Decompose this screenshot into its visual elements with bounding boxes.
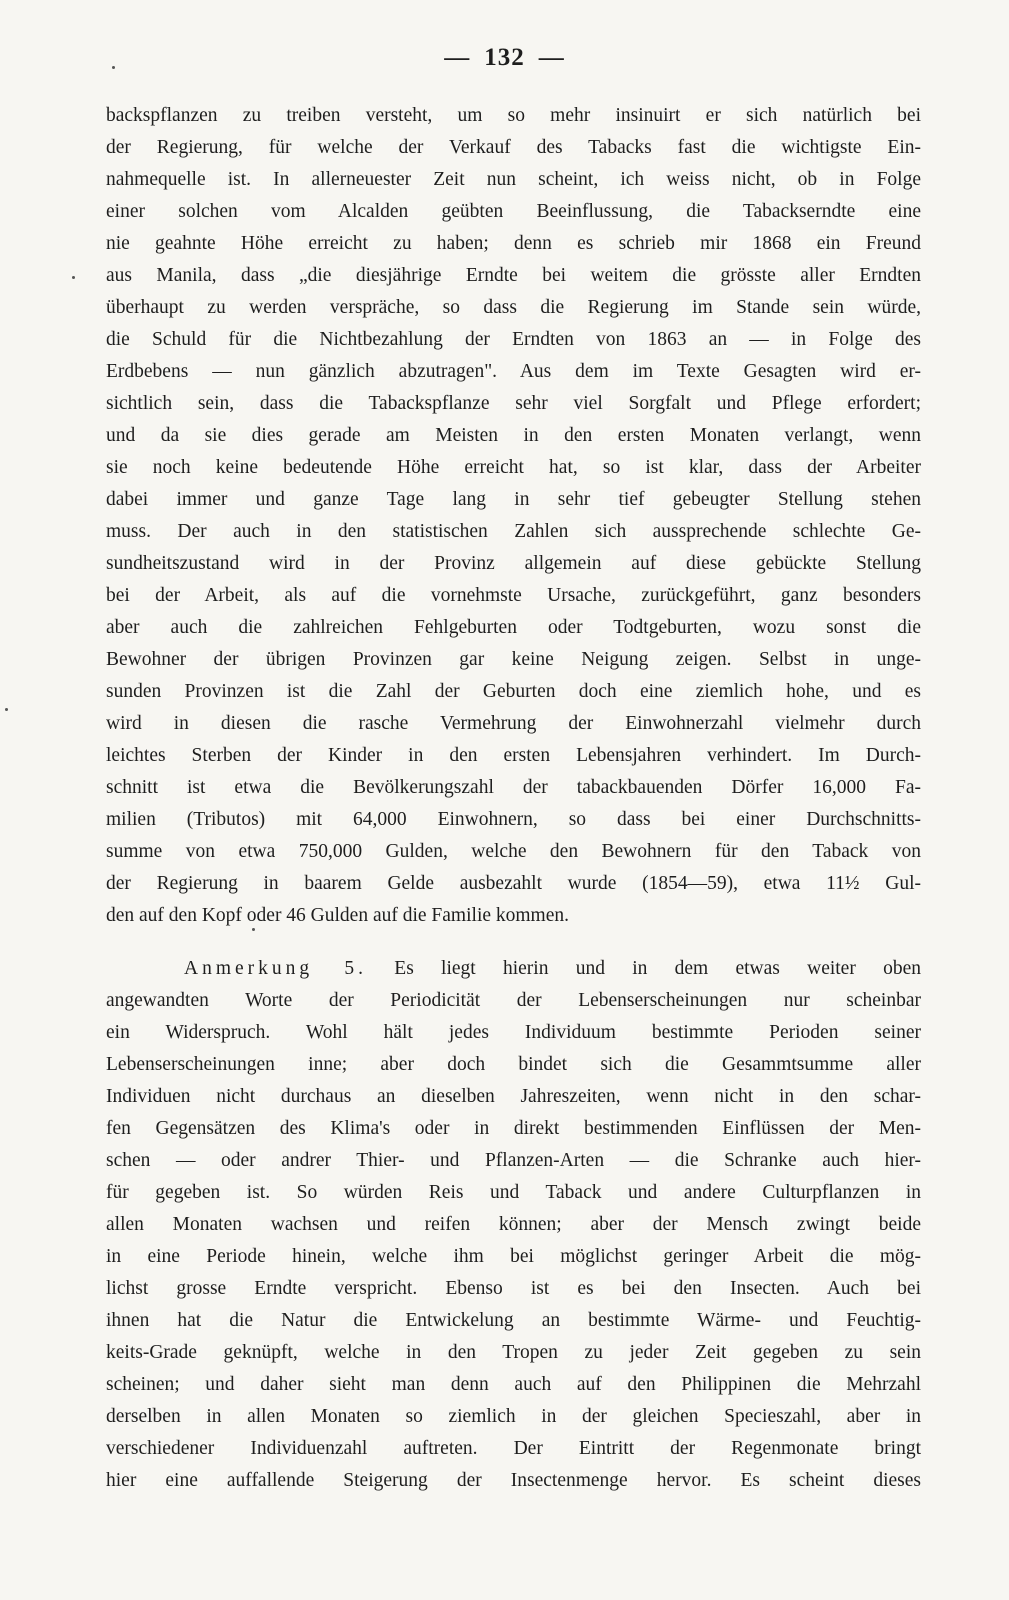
text-line: sundheitszustand wird in der Provinz allgemein auf diese gebückte Stellung [106,553,921,574]
text-line: ein Widerspruch. Wohl hält jedes Individuum bestimmte Perioden seiner [106,1022,921,1043]
text-line: verschiedener Individuenzahl auftreten. Der Eintritt der Regenmonate bringt [106,1438,921,1459]
text-line: aus Manila, dass „die diesjährige Erndte bei weitem die grösste aller Erndten [106,265,921,286]
text-line: hier eine auffallende Steigerung der Insectenmenge hervor. Es scheint dieses [106,1470,921,1491]
text-line: schen — oder andrer Thier- und Pflanzen-Arten — die Schranke auch hier- [106,1150,921,1171]
text-line: derselben in allen Monaten so ziemlich in der gleichen Specieszahl, aber in [106,1406,921,1427]
text-line [184,953,921,985]
text-line: einer solchen vom Alcalden geübten Beeinflussung, die Tabackserndte eine [106,201,921,222]
text-line: backspflanzen zu treiben versteht, um so mehr insinuirt er sich natürlich bei [106,105,921,126]
text-line: den auf den Kopf oder 46 Gulden auf die Familie kommen. [106,905,570,926]
text-line: ihnen hat die Natur die Entwickelung an bestimmte Wärme- und Feuchtig- [106,1310,921,1331]
text-line: für gegeben ist. So würden Reis und Taback und andere Culturpflanzen in [106,1182,921,1203]
text-line: nahmequelle ist. In allerneuester Zeit nun scheint, ich weiss nicht, ob in Folge [106,169,921,190]
text-line: angewandten Worte der Periodicität der Lebenserscheinungen nur scheinbar [106,990,921,1011]
text-line: Individuen nicht durchaus an dieselben Jahreszeiten, wenn nicht in den schar- [106,1086,921,1107]
text-line: wird in diesen die rasche Vermehrung der Einwohnerzahl vielmehr durch [106,713,921,734]
note-label: Anmerkung 5. [184,958,368,979]
text-line: summe von etwa 750,000 Gulden, welche den Bewohnern für den Taback von [106,841,921,862]
text-line: dabei immer und ganze Tage lang in sehr tief gebeugter Stellung stehen [106,489,921,510]
text-line: Lebenserscheinungen inne; aber doch bindet sich die Gesammtsumme aller [106,1054,921,1075]
text-line: sie noch keine bedeutende Höhe erreicht hat, so ist klar, dass der Arbeiter [106,457,921,478]
scan-speck [5,708,8,711]
page-number: 132 [484,44,525,71]
text-line: nie geahnte Höhe erreicht zu haben; denn es schrieb mir 1868 ein Freund [106,233,921,254]
text-line: überhaupt zu werden verspräche, so dass die Regierung im Stande sein würde, [106,297,921,318]
text-line: in eine Periode hinein, welche ihm bei möglichst geringer Arbeit die mög- [106,1246,921,1267]
text-line: der Regierung, für welche der Verkauf des Tabacks fast die wichtigste Ein- [106,137,921,158]
text-line: scheinen; und daher sieht man denn auch auf den Philippinen die Mehrzahl [106,1374,921,1395]
text-line: allen Monaten wachsen und reifen können; aber der Mensch zwingt beide [106,1214,921,1235]
header-dash-right: — [538,44,565,71]
text-line: leichtes Sterben der Kinder in den ersten Lebensjahren verhindert. Im Durch- [106,745,921,766]
text-line: Erdbebens — nun gänzlich abzutragen". Aus dem im Texte Gesagten wird er- [106,361,921,382]
text-line: fen Gegensätzen des Klima's oder in direkt bestimmenden Einflüssen der Men- [106,1118,921,1139]
text-line: keits-Grade geknüpft, welche in den Tropen zu jeder Zeit gegeben zu sein [106,1342,921,1363]
scan-speck [112,66,115,69]
text-line: aber auch die zahlreichen Fehlgeburten oder Todtgeburten, wozu sonst die [106,617,921,638]
text-line: sichtlich sein, dass die Tabackspflanze sehr viel Sorgfalt und Pflege erfordert; [106,393,921,414]
text-line: milien (Tributos) mit 64,000 Einwohnern, so dass bei einer Durchschnitts- [106,809,921,830]
text-line: schnitt ist etwa die Bevölkerungszahl der tabackbauenden Dörfer 16,000 Fa- [106,777,921,798]
text-line: Bewohner der übrigen Provinzen gar keine Neigung zeigen. Selbst in unge- [106,649,921,670]
text-line: der Regierung in baarem Gelde ausbezahlt wurde (1854—59), etwa 11½ Gul- [106,873,921,894]
text-line: bei der Arbeit, als auf die vornehmste Ursache, zurückgeführt, ganz besonders [106,585,921,606]
text-line: und da sie dies gerade am Meisten in den ersten Monaten verlangt, wenn [106,425,921,446]
scan-speck [252,928,255,931]
text-line: muss. Der auch in den statistischen Zahlen sich aussprechende schlechte Ge- [106,521,921,542]
header-dash-left: — [444,44,471,71]
note-first-line: Es liegt hierin und in dem etwas weiter oben [394,958,921,979]
scan-speck [72,276,75,279]
text-line: lichst grosse Erndte verspricht. Ebenso ist es bei den Insecten. Auch bei [106,1278,921,1299]
text-line: die Schuld für die Nichtbezahlung der Erndten von 1863 an — in Folge des [106,329,921,350]
page-header [0,44,1009,72]
text-line: sunden Provinzen ist die Zahl der Geburten doch eine ziemlich hohe, und es [106,681,921,702]
